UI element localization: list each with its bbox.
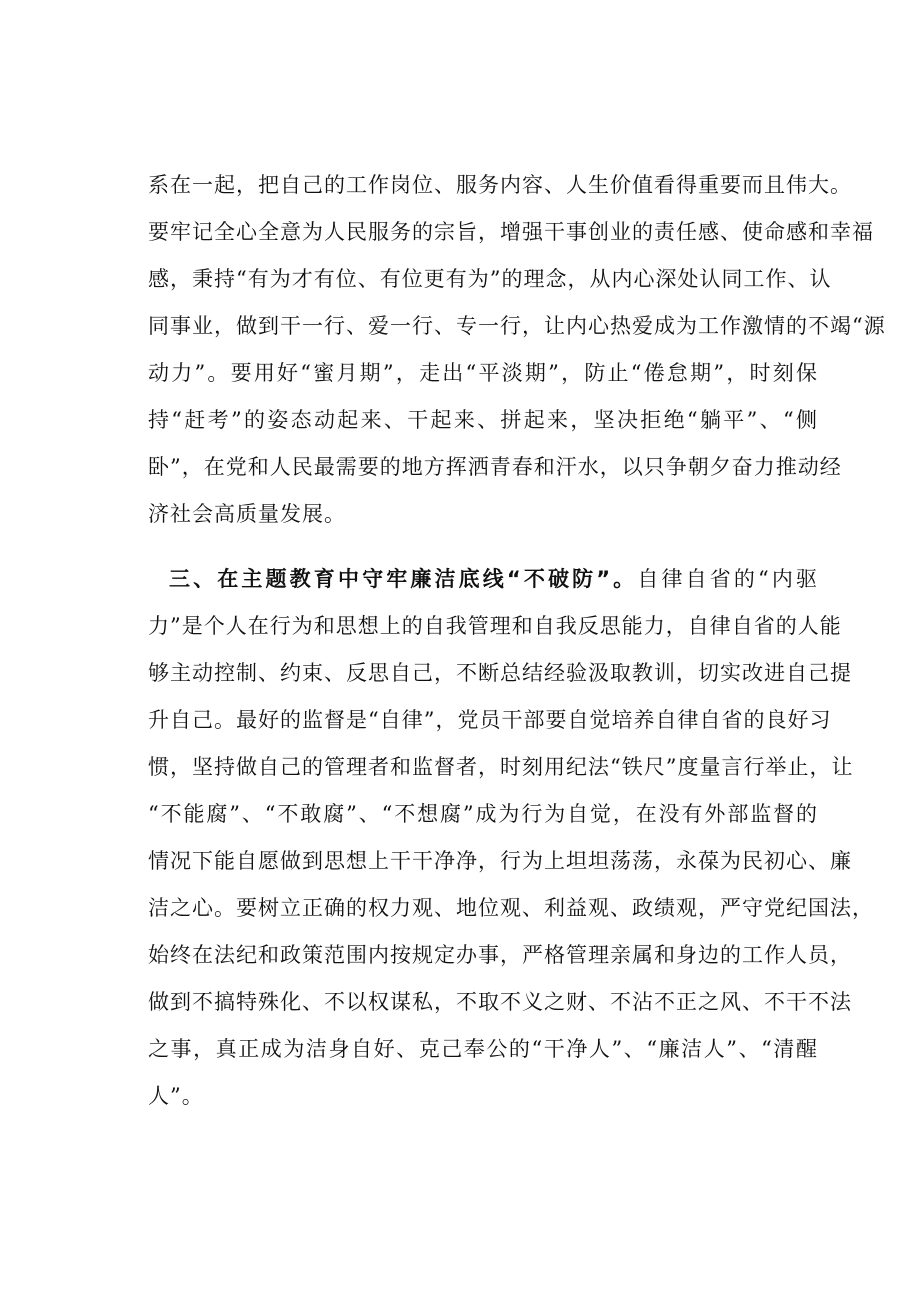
section-three-paragraph — [148, 556, 874, 1120]
text-line: “不能腐”、“不敢腐”、“不想腐”成为行为自觉，在没有外部监督的 — [148, 802, 818, 826]
text-line: 同事业，做到干一行、爱一行、专一行，让内心热爱成为工作激情的不竭“源 — [148, 314, 886, 338]
text-line: 人”。 — [148, 1084, 204, 1108]
text-line: 之事，真正成为洁身自好、克己奉公的“干净人”、“廉洁人”、“清醒 — [148, 1037, 818, 1061]
first-line — [148, 556, 818, 603]
text-line: 始终在法纪和政策范围内按规定办事，严格管理亲属和身边的工作人员， — [148, 943, 852, 967]
text-line: 升自己。最好的监督是“自律”，党员干部要自觉培养自律自省的良好习 — [148, 708, 832, 732]
first-line-text: 自律自省的“内驱 — [637, 567, 818, 591]
text-line: 动力”。要用好“蜜月期”，走出“平淡期”，防止“倦怠期”，时刻保 — [148, 361, 818, 385]
text-line: 济社会高质量发展。 — [148, 502, 346, 526]
text-line: 持“赶考”的姿态动起来、干起来、拼起来，坚决拒绝“躺平”、“侧 — [148, 408, 818, 432]
text-line: 力”是个人在行为和思想上的自我管理和自我反思能力，自律自省的人能 — [148, 614, 842, 638]
text-line: 感，秉持“有为才有位、有位更有为”的理念，从内心深处认同工作、认 — [148, 267, 832, 291]
text-line: 惯，坚持做自己的管理者和监督者，时刻用纪法“铁尺”度量言行举止，让 — [148, 755, 854, 779]
paragraph-continuation — [148, 162, 886, 538]
text-line: 做到不搞特殊化、不以权谋私，不取不义之财、不沾不正之风、不干不法 — [148, 990, 852, 1014]
section-heading: 三、在主题教育中守牢廉洁底线“不破防”。 — [169, 567, 638, 591]
text-line: 情况下能自愿做到思想上干干净净，行为上坦坦荡荡，永葆为民初心、廉 — [148, 849, 852, 873]
text-line: 要牢记全心全意为人民服务的宗旨，增强干事创业的责任感、使命感和幸福 — [148, 220, 874, 244]
text-line: 系在一起，把自己的工作岗位、服务内容、人生价值看得重要而且伟大。 — [148, 173, 852, 197]
text-line: 洁之心。要树立正确的权力观、地位观、利益观、政绩观，严守党纪国法， — [148, 896, 874, 920]
text-line: 卧”，在党和人民最需要的地方挥洒青春和汗水，以只争朝夕奋力推动经 — [148, 455, 842, 479]
text-line: 够主动控制、约束、反思自己，不断总结经验汲取教训，切实改进自己提 — [148, 661, 852, 685]
